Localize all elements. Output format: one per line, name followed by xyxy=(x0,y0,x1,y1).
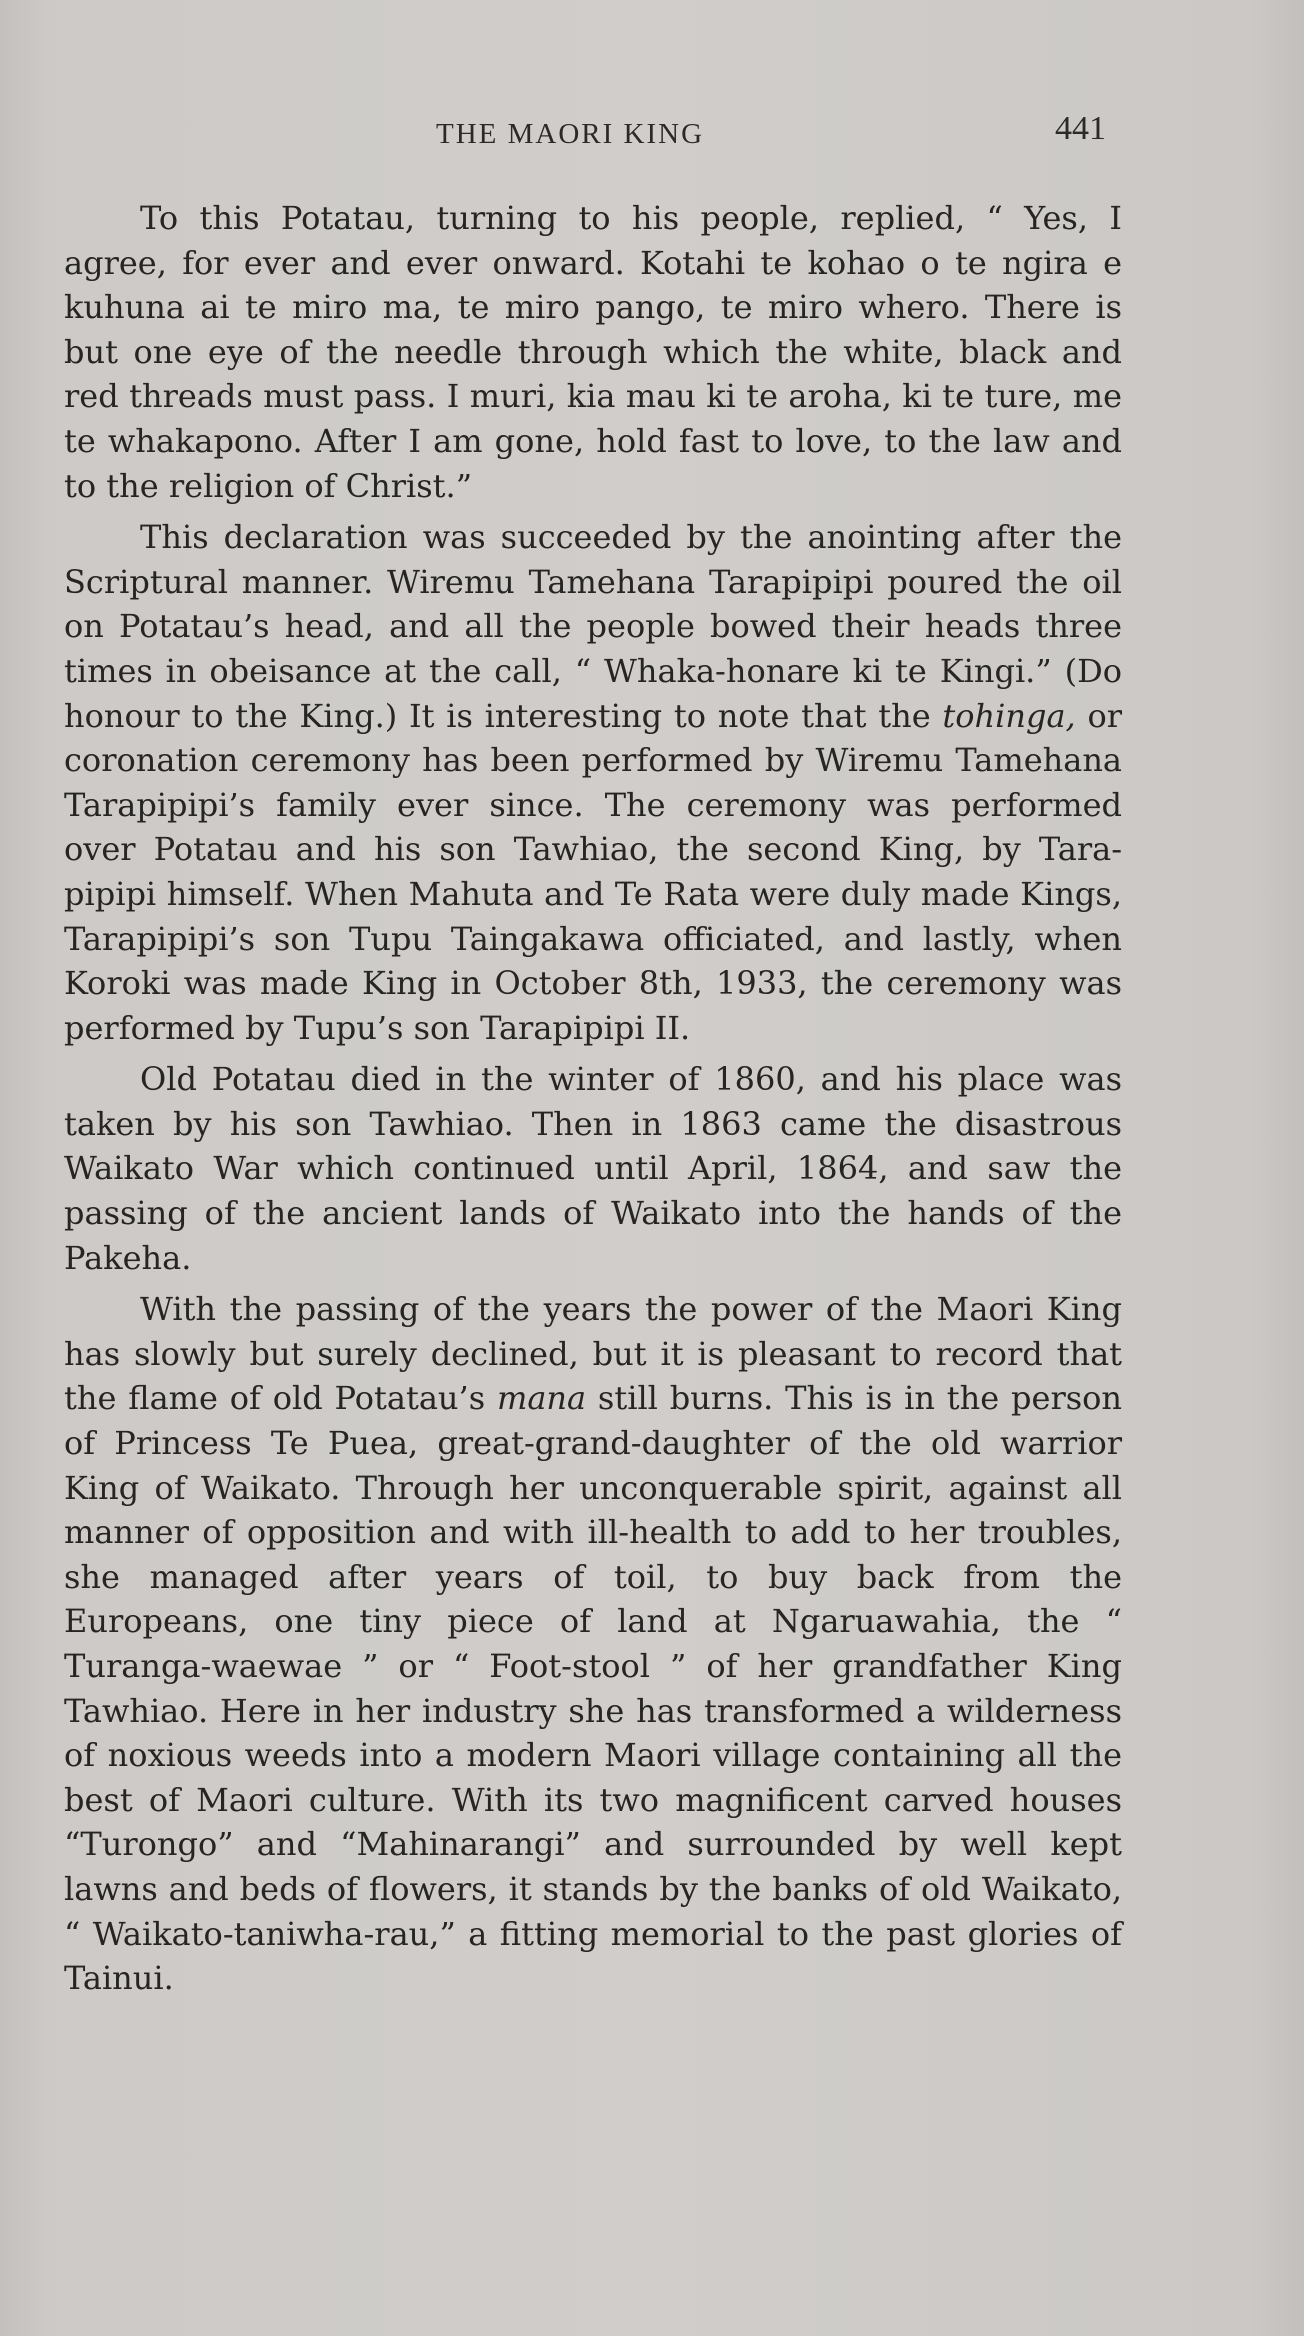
page-number: 441 xyxy=(1055,110,1106,147)
paragraph-1-text: To this Potatau, turning to his people, replied, “ Yes, I agree, for ever and ever onward. Kotahi te kohao o te ngira e kuhuna ai te miro ma, te miro pango, te miro whero. There is but one eye of the needle through which the white, black and red threads must pass. I muri, kia mau ki te aroha, ki te ture, me te whakapono. After I am gone, hold fast to love, to the law and to the religion of Christ.” xyxy=(64,199,1122,505)
paragraph-4-text-a: With the passing of the years the power of the Maori King has slowly but surely declined, but it is pleasant to record that the flame of old Potatau’s xyxy=(64,1290,1122,1418)
paragraph-2-italic-term: tohinga, xyxy=(942,696,1076,735)
paragraph-4-italic-term: mana xyxy=(496,1379,587,1418)
running-title: THE MAORI KING xyxy=(436,118,705,150)
paragraph-1 xyxy=(64,196,1122,508)
paragraph-2-text-b: or coronation ceremony has been performed by Wiremu Tamehana Tarapipipi’s family ever since. The ceremony was performed over Potatau and his son Tawhiao, the second King, by Tara-pipipi himself. When Mahuta and Te Rata were duly made Kings, Tarapipipi’s son Tupu Taingakawa officiated, and lastly, when Koroki was made King in October 8th, 1933, the ceremony was performed by Tupu’s son Tarapipipi II. xyxy=(64,696,1123,1047)
body-text xyxy=(64,196,1122,2001)
paragraph-4-text-b: still burns. This is in the person of Princess Te Puea, great-grand-daughter of the old warrior King of Waikato. Through her unconquerable spirit, against all manner of opposition and with ill-health to add to her troubles, she managed after years of toil, to buy back from the Europeans, one tiny piece of land at Ngaruawahia, the “ Turanga-waewae ” or “ Foot-stool ” of her grandfather King Tawhiao. Here in her industry she has transformed a wilderness of noxious weeds into a modern Maori village containing all the best of Maori culture. With its two magnificent carved houses “Turongo” and “Mahinarangi” and surrounded by well kept lawns and beds of flowers, it stands by the banks of old Waikato, “ Waikato-taniwha-rau,” a fitting memorial to the past glories of Tainui. xyxy=(64,1379,1123,1998)
paragraph-4 xyxy=(64,1287,1122,2001)
paragraph-2-text-a: This declaration was succeeded by the anointing after the Scriptural manner. Wiremu Tamehana Tarapipipi poured the oil on Potatau’s head, and all the people bowed their heads three times in obeisance at the call, “ Whaka-honare ki te Kingi.” (Do honour to the King.) It is interesting to note that the xyxy=(64,518,1122,735)
paragraph-3 xyxy=(64,1057,1122,1280)
paragraph-2 xyxy=(64,515,1122,1050)
paragraph-3-text: Old Potatau died in the winter of 1860, and his place was taken by his son Tawhiao. Then in 1863 came the disastrous Waikato War which continued until April, 1864, and saw the passing of the ancient lands of Waikato into the hands of the Pakeha. xyxy=(64,1060,1122,1277)
